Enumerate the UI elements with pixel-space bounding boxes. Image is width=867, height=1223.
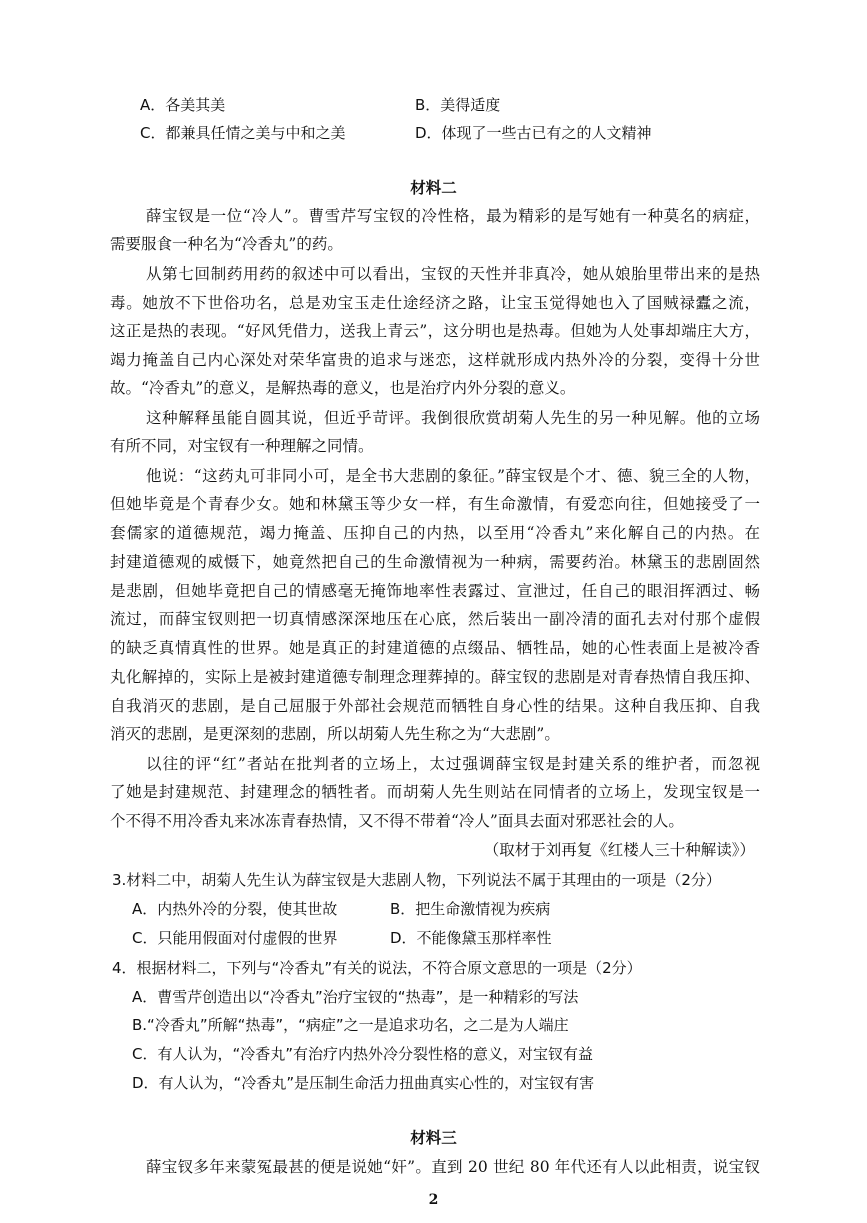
material-two-line: 的缺乏真情真性的世界。她是真正的封建道德的点缀品、牺牲品，她的心性表面上是被冷香 (110, 639, 760, 657)
material-two-line: 自我消灭的悲剧，是自己屈服于外部社会规范而牺牲自身心性的结果。这种自我压抑、自我 (110, 697, 760, 715)
material-two-line: 以往的评“红”者站在批判者的立场上，太过强调薛宝钗是封建关系的维护者，而忽视 (146, 755, 760, 773)
option-a-top: A．各美其美 (140, 96, 226, 114)
question-4-option-b: B.“冷香丸”所解“热毒”，“病症”之一是追求功名，之二是为人端庄 (132, 1016, 569, 1034)
material-two-line: 但她毕竟是个青春少女。她和林黛玉等少女一样，有生命激情，有爱恋向往，但她接受了一 (110, 495, 760, 513)
material-two-line: 是悲剧，但她毕竟把自己的情感毫无掩饰地率性表露过、宣泄过，任自己的眼泪挥洒过、畅 (110, 582, 760, 600)
option-c-top: C．都兼具任情之美与中和之美 (140, 124, 346, 142)
material-two-line: 封建道德观的威慑下，她竟然把自己的生命激情视为一种病，需要药治。林黛玉的悲剧固然 (110, 553, 760, 571)
option-b-top: B．美得适度 (415, 96, 501, 114)
question-3-option-d: D．不能像黛玉那样率性 (390, 929, 552, 947)
material-two-line: 有所不同，对宝钗有一种理解之同情。 (110, 437, 374, 455)
material-two-line: 套儒家的道德规范，竭力掩盖、压抑自己的内热，以至用“冷香丸”来化解自己的内热。在 (110, 524, 760, 542)
material-three-heading: 材料三 (410, 1128, 457, 1147)
question-4-option-d: D．有人认为，“冷香丸”是压制生命活力扭曲真实心性的，对宝钗有害 (132, 1074, 595, 1092)
material-two-line: 薛宝钗是一位“冷人”。曹雪芹写宝钗的冷性格，最为精彩的是写她有一种莫名的病症， (146, 207, 760, 225)
material-two-line: 竭力掩盖自己内心深处对荣华富贵的追求与迷恋，这样就形成内热外冷的分裂，变得十分世 (110, 351, 760, 369)
material-two-line: 这种解释虽能自圆其说，但近乎苛评。我倒很欣赏胡菊人先生的另一种见解。他的立场 (146, 409, 760, 427)
question-3-option-b: B．把生命激情视为疾病 (390, 900, 551, 918)
question-4-option-c: C．有人认为，“冷香丸”有治疗内热外冷分裂性格的意义，对宝钗有益 (132, 1045, 594, 1063)
material-two-line: 个不得不用冷香丸来冰冻青春热情，又不得不带着“冷人”面具去面对邪恶社会的人。 (110, 812, 684, 830)
material-two-line: 了她是封建规范、封建理念的牺牲者。而胡菊人先生则站在同情者的立场上，发现宝钗是一 (110, 783, 760, 801)
material-two-line: 他说：“这药丸可非同小可，是全书大悲剧的象征。”薛宝钗是个才、德、貌三全的人物， (146, 467, 760, 485)
material-two-line: 故。“冷香丸”的意义，是解热毒的意义，也是治疗内外分裂的意义。 (110, 379, 576, 397)
page-number: 2 (428, 1192, 439, 1208)
material-two-line: 流过，而薛宝钗则把一切真情感深深地压在心底，然后装出一副冷清的面孔去对付那个虚假 (110, 610, 760, 628)
question-4-option-a: A．曹雪芹创造出以“冷香丸”治疗宝钗的“热毒”，是一种精彩的写法 (132, 988, 579, 1006)
question-4-stem: 4．根据材料二，下列与“冷香丸”有关的说法，不符合原文意思的一项是（2分） (112, 959, 642, 977)
material-two-line: 需要服食一种名为“冷香丸”的药。 (110, 235, 343, 253)
option-d-top: D．体现了一些古已有之的人文精神 (415, 124, 652, 142)
material-two-line: 这正是热的表现。“好风凭借力，送我上青云”，这分明也是热毒。但她为人处事却端庄大方， (110, 322, 760, 340)
material-two-heading: 材料二 (410, 178, 457, 197)
material-two-line: 丸化解掉的，实际上是被封建道德专制理念理葬掉的。薛宝钗的悲剧是对青春热情自我压抑、 (110, 668, 760, 686)
material-two-line: 毒。她放不下世俗功名，总是劝宝玉走仕途经济之路，让宝玉觉得她也入了国贼禄蠹之流， (110, 294, 760, 312)
material-two-line: 消灭的悲剧，是更深刻的悲剧，所以胡菊人先生称之为“大悲剧”。 (110, 725, 560, 743)
material-three-line: 薛宝钗多年来蒙冤最甚的便是说她“奸”。直到 20 世纪 80 年代还有人以此相责，说宝钗 (146, 1158, 760, 1176)
question-3-option-c: C．只能用假面对付虚假的世界 (132, 929, 338, 947)
question-3-option-a: A．内热外冷的分裂，使其世故 (132, 900, 338, 918)
question-3-stem: 3.材料二中，胡菊人先生认为薛宝钗是大悲剧人物，下列说法不属于其理由的一项是（2分） (112, 871, 721, 889)
material-two-line: 从第七回制药用药的叙述中可以看出，宝钗的天性并非真冷，她从娘胎里带出来的是热 (146, 265, 760, 283)
material-two-source: （取材于刘再复《红楼人三十种解读》） (483, 841, 755, 859)
